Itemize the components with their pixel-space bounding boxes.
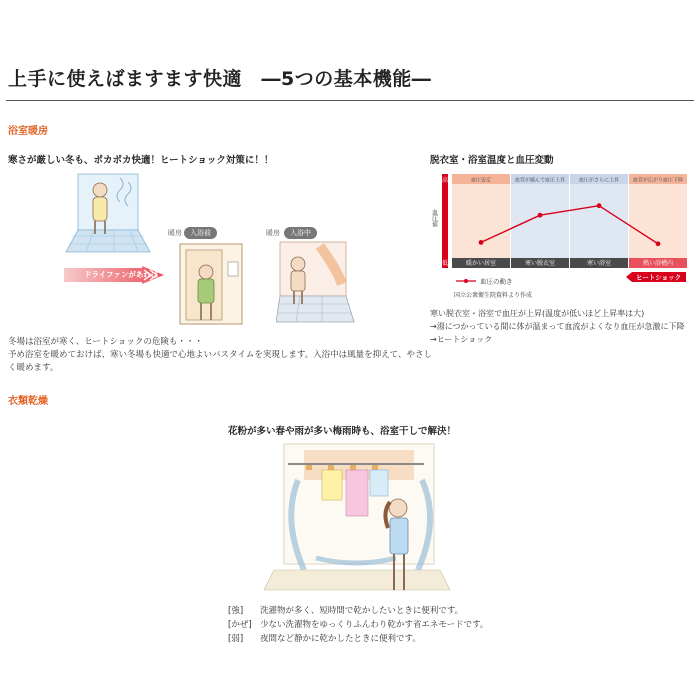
during-bath-illustration xyxy=(276,238,356,324)
bp-caption-line-2: →湯につかっている間に体が温まって血流がよくなり血圧が急激に下降 xyxy=(430,322,685,331)
bp-category-label: 熱い浴槽内 xyxy=(642,260,674,268)
bp-category-label: 寒い浴室 xyxy=(586,260,612,268)
mode-key: [かぜ] xyxy=(228,620,252,630)
drying-headline: 花粉が多い春や雨が多い梅雨時も、浴室干しで解決！ xyxy=(228,426,457,437)
bp-data-point xyxy=(538,213,543,218)
title-divider xyxy=(6,100,694,101)
mode-key: [弱] xyxy=(228,634,244,644)
mode-desc: 洗濯物が多く、短時間で乾かしたいときに便利です。 xyxy=(260,606,464,616)
mode-key: [強] xyxy=(228,606,244,616)
bp-top-label: 血管が縮んで血圧上昇 xyxy=(514,177,566,184)
bp-source-note: 国立公衆衛生院資料より作成 xyxy=(454,292,533,299)
bp-axis-high: 高 xyxy=(441,177,449,184)
bp-data-point xyxy=(656,241,661,246)
heating-headline: 寒さが厳しい冬も、ポカポカ快適！ヒートショック対策に！！ xyxy=(8,155,274,166)
drying-mode-wind xyxy=(228,618,488,630)
heating-section-title: 浴室暖房 xyxy=(8,126,48,137)
room1-label: 暖房 xyxy=(168,229,182,237)
bp-panel xyxy=(511,174,569,268)
page-title: 上手に使えばますます快適 ―5つの基本機能― xyxy=(8,68,432,90)
room2-label: 暖房 xyxy=(266,229,280,237)
drying-illustration xyxy=(264,440,454,600)
bp-panel xyxy=(570,174,628,268)
bp-caption-line-1: 寒い脱衣室・浴室で血圧が上昇(温度が低いほど上昇率は大) xyxy=(430,309,645,318)
bp-axis-low: 低 xyxy=(441,260,449,267)
bp-axis-label: 血圧値 xyxy=(430,209,438,227)
heating-body-line-3: く暖めます。 xyxy=(8,363,59,373)
room1-status-badge: 入浴前 xyxy=(184,227,217,239)
bp-legend-label: 血圧の動き xyxy=(480,277,513,286)
bp-top-label: 血管が広がり血圧下降 xyxy=(632,177,684,184)
bp-top-label: 血圧安定 xyxy=(470,177,492,184)
bp-chart xyxy=(428,168,692,308)
dryfan-label: ドライファンがあれば xyxy=(84,270,159,279)
heat-shock-arrow xyxy=(626,272,632,282)
drying-mode-strong xyxy=(228,604,463,616)
drying-section-title: 衣類乾燥 xyxy=(8,396,48,407)
heat-shock-label: ヒートショック xyxy=(636,273,682,282)
before-bath-illustration xyxy=(176,240,248,328)
cold-bathroom-illustration xyxy=(64,168,154,258)
drying-mode-weak xyxy=(228,632,421,644)
bp-top-label: 血圧がさらに上昇 xyxy=(578,177,620,184)
bp-category-label: 寒い脱衣室 xyxy=(524,260,556,268)
mode-desc: 少ない洗濯物をゆっくりふんわり乾かす省エネモードです。 xyxy=(260,620,489,630)
bp-caption-line-3: →ヒートショック xyxy=(430,335,493,344)
bp-chart-title: 脱衣室・浴室温度と血圧変動 xyxy=(430,155,554,166)
bp-panel xyxy=(452,174,510,268)
bp-data-point xyxy=(597,203,602,208)
mode-desc: 夜間など静かに乾かしたときに便利です。 xyxy=(260,634,421,644)
bp-axis-bar xyxy=(442,174,448,268)
bp-legend-marker xyxy=(464,279,468,283)
bp-panel xyxy=(629,174,687,268)
room2-status-badge: 入浴中 xyxy=(284,227,317,239)
heating-body-line-1: 冬場は浴室が寒く、ヒートショックの危険も・・・ xyxy=(8,337,203,347)
bp-data-point xyxy=(479,240,484,245)
bp-category-label: 暖かい居室 xyxy=(465,260,497,268)
heating-body-line-2: 予め浴室を暖めておけば、寒い冬場も快適で心地よいバスタイムを実現します。入浴中は風量を抑えて、やさし xyxy=(8,350,432,360)
